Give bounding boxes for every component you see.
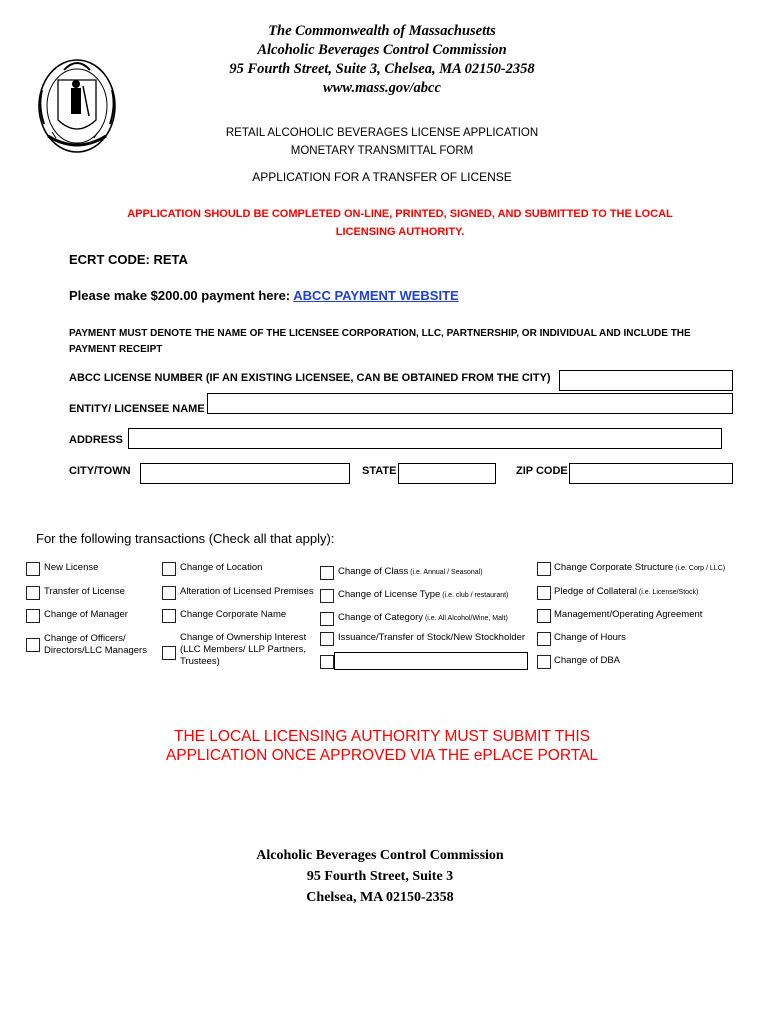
authority-notice-line-1: THE LOCAL LICENSING AUTHORITY MUST SUBMIT THIS <box>174 728 590 745</box>
change-corporate-structure-checkbox[interactable] <box>537 562 551 576</box>
notice-line-2: LICENSING AUTHORITY. <box>335 226 465 238</box>
change-of-location-checkbox[interactable] <box>162 562 176 576</box>
authority-notice-line-2: APPLICATION ONCE APPROVED VIA THE ePLACE PORTAL <box>165 747 599 764</box>
form-title <box>132 124 632 160</box>
change-of-manager-checkbox[interactable] <box>26 609 40 623</box>
change-of-class-note: (i.e. Annual / Seasonal) <box>408 569 483 576</box>
change-of-class-text: Change of Class <box>338 566 409 577</box>
management-agreement-label: Management/Operating Agreement <box>554 609 703 620</box>
change-ownership-interest-checkbox[interactable] <box>162 646 176 660</box>
footer-line-3: Chelsea, MA 02150-2358 <box>306 890 454 905</box>
change-of-class-checkbox[interactable] <box>320 566 334 580</box>
entity-name-label: ENTITY/ LICENSEE NAME <box>69 403 205 415</box>
change-corporate-structure-note: (i.e. Corp / LLC) <box>673 565 726 572</box>
change-corporate-structure-label <box>554 562 725 575</box>
change-of-category-checkbox[interactable] <box>320 612 334 626</box>
transfer-of-license-label: Transfer of License <box>44 586 125 597</box>
management-agreement-checkbox[interactable] <box>537 609 551 623</box>
change-ownership-interest-label: Change of Ownership Interest (LLC Members/ LLP Partners, Trustees) <box>180 632 307 667</box>
city-field[interactable] <box>140 463 350 484</box>
new-license-checkbox[interactable] <box>26 562 40 576</box>
change-of-dba-label: Change of DBA <box>554 655 621 666</box>
new-license-label: New License <box>44 562 99 573</box>
agency-header <box>132 22 632 98</box>
city-label: CITY/TOWN <box>69 465 131 477</box>
header-line-2: Alcoholic Beverages Control Commission <box>257 42 507 58</box>
header-line-3: 95 Fourth Street, Suite 3, Chelsea, MA 02150-2358 <box>229 61 535 77</box>
change-of-manager-label: Change of Manager <box>44 609 128 620</box>
change-of-license-type-checkbox[interactable] <box>320 589 334 603</box>
footer-line-1: Alcoholic Beverages Control Commission <box>256 848 504 863</box>
change-of-hours-checkbox[interactable] <box>537 632 551 646</box>
entity-name-field[interactable] <box>207 393 733 414</box>
change-of-category-text: Change of Category <box>338 612 424 623</box>
change-of-officers-checkbox[interactable] <box>26 638 40 652</box>
transactions-heading: For the following transactions (Check all that apply): <box>36 531 335 546</box>
change-of-category-note: (i.e. All Alcohol/Wine, Malt) <box>423 615 508 622</box>
change-of-license-type-note: (i.e. club / restaurant) <box>440 592 509 599</box>
pledge-of-collateral-text: Pledge of Collateral <box>554 586 637 597</box>
change-of-category-label <box>338 612 508 625</box>
change-of-class-label <box>338 566 483 579</box>
change-of-license-type-text: Change of License Type <box>338 589 441 600</box>
payment-instruction <box>69 288 459 303</box>
zip-field[interactable] <box>569 463 733 484</box>
change-of-dba-checkbox[interactable] <box>537 655 551 669</box>
change-of-location-label: Change of Location <box>180 562 263 573</box>
change-of-hours-label: Change of Hours <box>554 632 626 643</box>
ecrt-code: ECRT CODE: RETA <box>69 252 188 267</box>
form-title-line-2: MONETARY TRANSMITTAL FORM <box>290 145 474 157</box>
footer-line-2: 95 Fourth Street, Suite 3 <box>306 869 454 884</box>
authority-notice <box>132 727 632 765</box>
other-field[interactable] <box>334 652 528 670</box>
pledge-of-collateral-note: (i.e. License/Stock) <box>636 589 699 596</box>
address-label: ADDRESS <box>69 434 123 446</box>
abcc-payment-link[interactable]: ABCC PAYMENT WEBSITE <box>293 288 459 303</box>
alteration-premises-label: Alteration of Licensed Premises <box>180 586 314 597</box>
state-label: STATE <box>362 465 397 477</box>
alteration-premises-checkbox[interactable] <box>162 586 176 600</box>
transfer-of-license-checkbox[interactable] <box>26 586 40 600</box>
address-field[interactable] <box>128 428 722 449</box>
other-checkbox[interactable] <box>320 655 334 669</box>
change-corporate-name-label: Change Corporate Name <box>180 609 287 620</box>
zip-label: ZIP CODE <box>516 465 568 477</box>
payment-note <box>69 326 749 358</box>
license-number-label: ABCC LICENSE NUMBER (IF AN EXISTING LICENSEE, CAN BE OBTAINED FROM THE CITY) <box>69 372 551 384</box>
completion-notice <box>60 205 740 241</box>
license-number-field[interactable] <box>559 370 733 391</box>
header-line-1: The Commonwealth of Massachusetts <box>268 23 496 39</box>
header-website: www.mass.gov/abcc <box>323 80 441 96</box>
pledge-of-collateral-checkbox[interactable] <box>537 586 551 600</box>
stock-transfer-label: Issuance/Transfer of Stock/New Stockholder <box>338 632 526 643</box>
pledge-of-collateral-label <box>554 586 698 599</box>
change-of-license-type-label <box>338 589 508 602</box>
commonwealth-seal <box>34 50 120 158</box>
payment-prefix: Please make $200.00 payment here: <box>69 288 294 303</box>
change-corporate-structure-text: Change Corporate Structure <box>554 562 674 573</box>
form-title-line-1: RETAIL ALCOHOLIC BEVERAGES LICENSE APPLICATION <box>225 127 539 139</box>
change-corporate-name-checkbox[interactable] <box>162 609 176 623</box>
payment-note-line-2: PAYMENT RECEIPT <box>69 344 163 355</box>
notice-line-1: APPLICATION SHOULD BE COMPLETED ON-LINE, PRINTED, SIGNED, AND SUBMITTED TO THE LOCAL <box>127 208 673 220</box>
stock-transfer-checkbox[interactable] <box>320 632 334 646</box>
payment-note-line-1: PAYMENT MUST DENOTE THE NAME OF THE LICENSEE CORPORATION, LLC, PARTNERSHIP, OR INDIVIDUAL AND INCLUDE THE <box>69 328 691 339</box>
change-of-officers-label: Change of Officers/ Directors/LLC Managers <box>44 633 147 656</box>
state-field[interactable] <box>398 463 496 484</box>
form-subtitle: APPLICATION FOR A TRANSFER OF LICENSE <box>252 170 512 184</box>
footer-address <box>180 845 580 908</box>
